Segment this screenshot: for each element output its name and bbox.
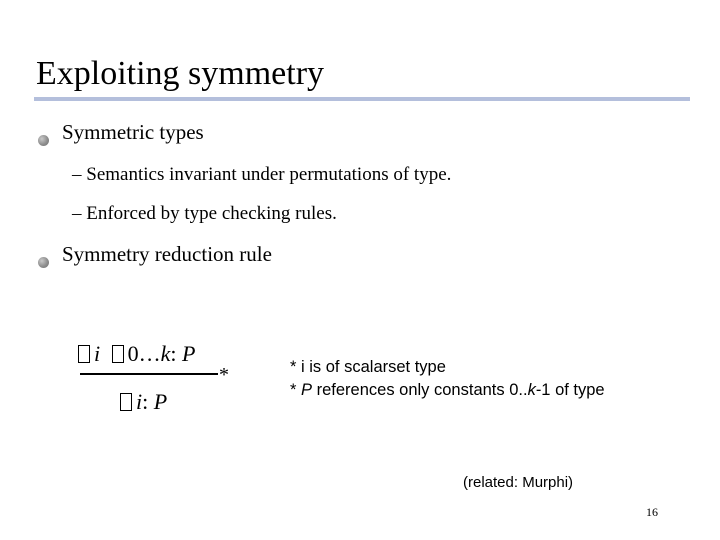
bullet-symmetric-types: Symmetric types bbox=[62, 120, 204, 144]
denominator-var: i bbox=[136, 389, 143, 414]
bullet-symmetry-reduction: Symmetry reduction rule bbox=[62, 242, 272, 266]
note-constants: * P references only constants 0..k-1 of type bbox=[290, 381, 605, 399]
denominator-colon: : bbox=[142, 389, 149, 414]
subitem-enforced: – Enforced by type checking rules. bbox=[72, 203, 337, 224]
numerator-range: 0… bbox=[127, 341, 161, 366]
rule-star: * bbox=[219, 364, 229, 386]
rule-numerator bbox=[78, 340, 195, 368]
denominator-p: P bbox=[153, 389, 168, 414]
inference-rule-line bbox=[80, 373, 218, 375]
slide-title: Exploiting symmetry bbox=[36, 55, 325, 92]
note-scalarset: * i is of scalarset type bbox=[290, 358, 446, 376]
bullet-icon bbox=[38, 135, 49, 146]
membership-box-icon bbox=[112, 345, 124, 363]
rule-denominator bbox=[120, 388, 167, 416]
quantifier-box-icon bbox=[78, 345, 90, 363]
page-number: 16 bbox=[646, 505, 658, 519]
related-note: (related: Murphi) bbox=[463, 474, 574, 491]
numerator-k: k bbox=[160, 341, 171, 366]
numerator-var: i bbox=[94, 341, 101, 366]
numerator-colon: : bbox=[170, 341, 177, 366]
bullet-icon bbox=[38, 257, 49, 268]
title-underline bbox=[34, 97, 690, 101]
quantifier-box-icon bbox=[120, 393, 132, 411]
subitem-semantics: – Semantics invariant under permutations of type. bbox=[72, 164, 452, 185]
numerator-p: P bbox=[182, 341, 196, 366]
